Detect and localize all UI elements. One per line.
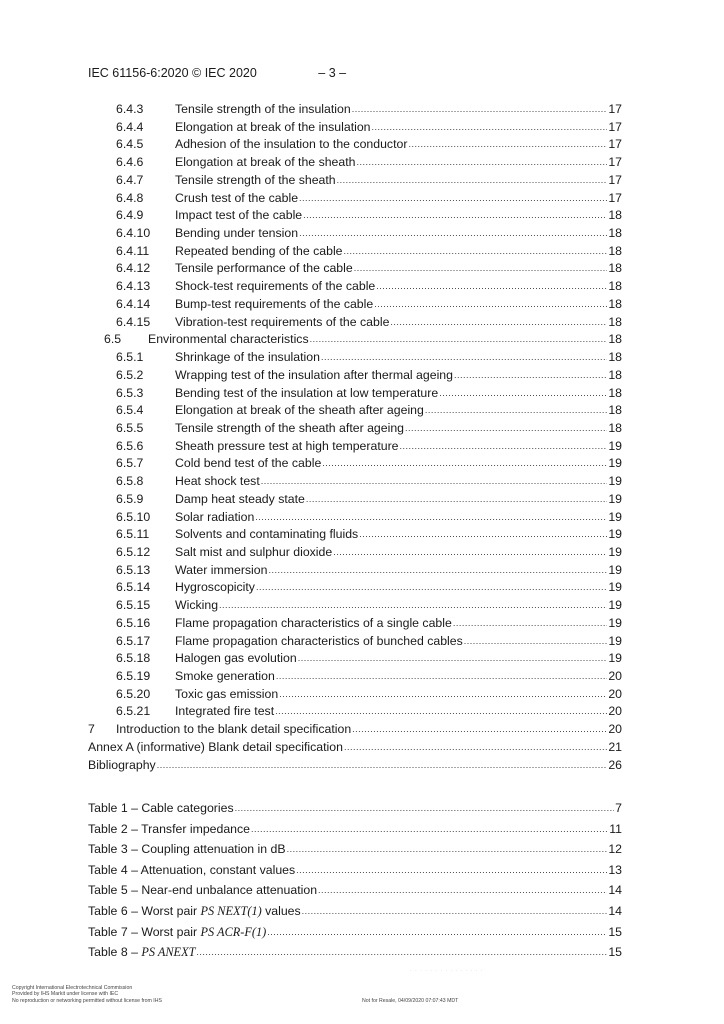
- toc-entry[interactable]: [0, 721, 724, 739]
- toc-entry-page: 19: [608, 491, 622, 506]
- table-list-page: 15: [608, 924, 622, 939]
- table-title-text: Table 3 – Coupling attenuation in dB: [88, 842, 286, 857]
- toc-entry-number: 6.4.7: [116, 172, 144, 187]
- dot-leader: [296, 860, 607, 881]
- toc-entry[interactable]: [0, 420, 724, 438]
- toc-entry-title: Smoke generation: [175, 669, 275, 683]
- toc-entry-number: 6.5.2: [116, 367, 144, 382]
- toc-entry[interactable]: [0, 757, 724, 775]
- table-title-text: Table 6 – Worst pair: [88, 903, 201, 918]
- toc-entry-title: Crush test of the cable: [175, 190, 299, 205]
- toc-entry[interactable]: [0, 243, 724, 261]
- footer-line: Provided by IHS Markit under license with IEC: [12, 991, 119, 998]
- toc-entry-number: 6.4.10: [116, 226, 151, 241]
- table-list-page: 11: [609, 821, 622, 836]
- table-list-entry[interactable]: [0, 860, 724, 881]
- dot-leader: [321, 349, 607, 367]
- toc-entry-title: Annex A (informative) Blank detail specification: [88, 739, 343, 754]
- toc-entry-number: 6.4.8: [116, 190, 144, 205]
- dot-leader: [235, 798, 615, 819]
- toc-entry-title: Integrated fire test: [175, 704, 275, 719]
- toc-entry-page: 26: [608, 757, 622, 772]
- toc-entry[interactable]: [0, 491, 724, 509]
- table-list-entry[interactable]: [0, 819, 724, 840]
- toc-entry-page: 18: [608, 279, 622, 294]
- toc-entry[interactable]: [0, 544, 724, 562]
- dot-leader: [344, 739, 607, 757]
- toc-entry[interactable]: [0, 615, 724, 633]
- dot-leader: [256, 579, 607, 597]
- toc-entry-title: Wicking: [175, 598, 219, 613]
- toc-entry-title: Bump-test requirements of the cable: [175, 296, 374, 311]
- table-list-page: 15: [608, 945, 622, 960]
- toc-entry-title: Heat shock test: [175, 474, 260, 489]
- toc-entry-title: Elongation at break of the sheath: [175, 155, 356, 170]
- dot-leader: [352, 721, 607, 739]
- dot-leader: [287, 839, 608, 860]
- toc-entry-number: 6.5.17: [116, 633, 151, 648]
- dot-leader: [298, 650, 608, 668]
- dot-leader: [276, 668, 608, 686]
- toc-entry-number: 6.4.5: [116, 137, 144, 152]
- toc-entry-number: 6.5.7: [116, 456, 144, 471]
- toc-entry[interactable]: [0, 402, 724, 420]
- toc-entry-title: Introduction to the blank detail specification: [116, 722, 352, 737]
- table-list-title: [88, 860, 295, 881]
- toc-entry-title: Damp heat steady state: [175, 491, 305, 506]
- toc-entry-number: 6.4.11: [116, 243, 150, 258]
- dot-leader: [405, 420, 607, 438]
- page-header: [88, 66, 346, 80]
- dot-leader: [322, 455, 607, 473]
- resale-notice: Not for Resale, 04/09/2020 07:07:43 MDT: [362, 998, 459, 1004]
- toc-entry-title: Solvents and contaminating fluids: [175, 527, 359, 542]
- dot-leader: [268, 562, 607, 580]
- dot-leader: [454, 367, 607, 385]
- toc-entry-page: 18: [608, 385, 622, 400]
- toc-entry[interactable]: [0, 349, 724, 367]
- dot-leader: [464, 633, 608, 651]
- toc-entry-page: 19: [608, 456, 622, 471]
- table-title-text: Table 7 – Worst pair: [88, 924, 201, 939]
- toc-entry[interactable]: [0, 260, 724, 278]
- table-list-entry[interactable]: [0, 901, 724, 922]
- toc-entry-page: 20: [608, 722, 622, 737]
- table-list-page: 7: [615, 801, 622, 815]
- toc-entry-page: 19: [608, 544, 622, 559]
- toc-entry[interactable]: [0, 154, 724, 172]
- dot-leader: [255, 509, 607, 527]
- toc-entry-number: 6.5.21: [116, 704, 151, 719]
- toc-entry-title: Flame propagation characteristics of a single cable: [175, 615, 452, 630]
- dot-leader: [219, 597, 607, 615]
- dot-leader: [157, 757, 608, 775]
- toc-entry-page: 18: [608, 350, 622, 365]
- dot-leader: [302, 901, 608, 922]
- table-title-symbol: PS ACR-F(1): [200, 924, 267, 939]
- toc-entry-number: 7: [88, 722, 95, 737]
- dot-leader: [333, 544, 607, 562]
- toc-entry-number: 6.4.3: [116, 102, 144, 116]
- dot-leader: [196, 942, 607, 963]
- toc-entry-page: 18: [608, 243, 622, 258]
- toc-entry[interactable]: [0, 703, 724, 721]
- dot-leader: [354, 260, 608, 278]
- toc-entry[interactable]: [0, 385, 724, 403]
- toc-entry-page: 17: [608, 155, 622, 170]
- toc-entry[interactable]: [0, 650, 724, 668]
- dot-leader: [318, 880, 607, 901]
- toc-entry[interactable]: [0, 314, 724, 332]
- table-list-title: [88, 901, 301, 922]
- table-list-entry[interactable]: [0, 798, 724, 819]
- toc-entry-page: 20: [608, 669, 622, 683]
- table-list-entry[interactable]: [0, 880, 724, 901]
- toc-entry[interactable]: [0, 367, 724, 385]
- table-title-text: Table 2 – Transfer impedance: [88, 821, 251, 836]
- toc-entry-number: 6.4.6: [116, 155, 144, 170]
- dot-leader: [299, 190, 607, 208]
- toc-entry-number: 6.5.11: [116, 527, 150, 542]
- toc-entry[interactable]: [0, 190, 724, 208]
- toc-entry-page: 18: [608, 403, 622, 418]
- toc-entry-number: 6.5.14: [116, 580, 151, 595]
- dot-leader: [352, 101, 608, 119]
- toc-entry-title: Bending test of the insulation at low temperature: [175, 385, 439, 400]
- toc-entry[interactable]: [0, 579, 724, 597]
- dot-leader: [337, 172, 608, 190]
- dot-leader: [400, 438, 608, 456]
- toc-entry-page: 19: [608, 651, 622, 666]
- toc-entry-title: Sheath pressure test at high temperature: [175, 438, 399, 453]
- dot-leader: [299, 225, 607, 243]
- toc-entry-number: 6.4.15: [116, 314, 151, 329]
- dot-leader: [453, 615, 607, 633]
- toc-entry-title: Elongation at break of the insulation: [175, 119, 371, 134]
- table-list-page: 14: [608, 903, 622, 918]
- toc-entry-number: 6.5.12: [116, 544, 151, 559]
- table-list-title: [88, 922, 266, 943]
- toc-entry-number: 6.4.4: [116, 119, 144, 134]
- toc-entry-title: Water immersion: [175, 562, 268, 577]
- toc-entry[interactable]: [0, 597, 724, 615]
- toc-entry[interactable]: [0, 172, 724, 190]
- toc-entry-page: 17: [608, 137, 622, 152]
- toc-entry[interactable]: [0, 455, 724, 473]
- toc-entry[interactable]: [0, 225, 724, 243]
- toc-entry[interactable]: [0, 438, 724, 456]
- dot-leader: [310, 331, 608, 349]
- toc-entry-page: 18: [608, 208, 622, 223]
- table-title-text: Table 4 – Attenuation, constant values: [88, 862, 296, 877]
- toc-entry-page: 17: [608, 102, 622, 116]
- toc-entry-title: Halogen gas evolution: [175, 651, 297, 666]
- toc-entry-page: 19: [608, 598, 622, 613]
- toc-entry-page: 19: [608, 509, 622, 524]
- toc-entry-page: 18: [608, 367, 622, 382]
- dot-leader: [359, 526, 607, 544]
- toc-entry[interactable]: [0, 473, 724, 491]
- toc-entry-page: 19: [608, 527, 622, 542]
- toc-entry-number: 6.5.9: [116, 491, 144, 506]
- dot-leader: [425, 402, 607, 420]
- toc-entry[interactable]: [0, 526, 724, 544]
- toc-entry-page: 18: [608, 226, 622, 241]
- toc-entry[interactable]: [0, 509, 724, 527]
- toc-entry-title: Flame propagation characteristics of bunched cables: [175, 633, 463, 648]
- toc-entry-title: Shrinkage of the insulation: [175, 350, 320, 365]
- table-list-page: 13: [608, 862, 622, 877]
- table-title-suffix: values: [261, 903, 301, 918]
- toc-entry-page: 17: [608, 172, 622, 187]
- toc-entry[interactable]: [0, 207, 724, 225]
- footer-line: Copyright International Electrotechnical Commission: [12, 985, 133, 991]
- toc-entry-title: Solar radiation: [175, 509, 255, 524]
- toc-entry[interactable]: [0, 633, 724, 651]
- toc-entry-number: 6.5.15: [116, 598, 151, 613]
- toc-entry-number: 6.4.13: [116, 279, 151, 294]
- toc-entry-page: 19: [608, 438, 622, 453]
- dot-leader: [267, 922, 607, 943]
- footer-line: No reproduction or networking permitted without license from IHS: [12, 997, 162, 1004]
- table-list-title: [88, 798, 234, 819]
- toc-entry-title: Environmental characteristics: [148, 332, 309, 347]
- table-list-entry[interactable]: [0, 942, 724, 963]
- toc-entry-title: Cold bend test of the cable: [175, 456, 322, 471]
- dot-leader: [374, 296, 607, 314]
- toc-entry-number: 6.5: [104, 332, 122, 347]
- dot-leader: [357, 154, 608, 172]
- toc-entry-title: Bending under tension: [175, 226, 299, 241]
- dot-leader: [306, 491, 607, 509]
- toc-entry-number: 6.5.8: [116, 474, 144, 489]
- toc-entry-number: 6.4.12: [116, 261, 151, 276]
- toc-entry-number: 6.5.20: [116, 686, 151, 701]
- toc-entry-page: 18: [608, 261, 622, 276]
- table-list-page: 14: [608, 883, 622, 898]
- dot-leader: [275, 703, 607, 721]
- toc-entry-number: 6.4.14: [116, 296, 151, 311]
- dot-leader: [439, 385, 607, 403]
- table-title-text: Table 5 – Near-end unbalance attenuation: [88, 883, 318, 898]
- dot-leader: [376, 278, 607, 296]
- table-list-entry[interactable]: [0, 922, 724, 943]
- toc-entry[interactable]: [0, 101, 724, 119]
- toc-entry-page: 19: [608, 615, 622, 630]
- toc-entry[interactable]: [0, 739, 724, 757]
- toc-entry-title: Adhesion of the insulation to the conductor: [175, 137, 408, 152]
- faint-watermark: · · · · · · · · · · · · · · ·: [410, 968, 484, 974]
- toc-entry-title: Salt mist and sulphur dioxide: [175, 544, 333, 559]
- table-title-text: Table 1 – Cable categories: [88, 801, 234, 815]
- dot-leader: [261, 473, 608, 491]
- toc-entry-number: 6.5.10: [116, 509, 151, 524]
- toc-entry-page: 18: [608, 420, 622, 435]
- toc-entry-title: Bibliography: [88, 757, 156, 772]
- toc-entry[interactable]: [0, 562, 724, 580]
- toc-entry-number: 6.5.1: [116, 350, 144, 365]
- toc-entry-title: Vibration-test requirements of the cable: [175, 314, 390, 329]
- page-number: – 3 –: [318, 66, 347, 80]
- toc-entry-number: 6.5.3: [116, 385, 144, 400]
- table-list-page: 12: [608, 842, 622, 857]
- dot-leader: [390, 314, 607, 332]
- toc-entry-page: 17: [608, 190, 622, 205]
- toc-entry-page: 20: [608, 686, 622, 701]
- toc-entry[interactable]: [0, 136, 724, 154]
- table-list-entry[interactable]: [0, 839, 724, 860]
- table-title-symbol: PS NEXT(1): [200, 903, 262, 918]
- toc-entry[interactable]: [0, 278, 724, 296]
- dot-leader: [372, 119, 608, 137]
- toc-entry[interactable]: [0, 686, 724, 704]
- table-of-contents: [0, 101, 724, 774]
- copyright-footer: [12, 985, 162, 1004]
- toc-entry-page: 21: [608, 739, 622, 754]
- toc-entry-title: Repeated bending of the cable: [175, 243, 343, 258]
- toc-entry-number: 6.5.6: [116, 438, 144, 453]
- toc-entry-number: 6.5.19: [116, 669, 151, 683]
- toc-entry[interactable]: [0, 331, 724, 349]
- table-list-title: [88, 839, 286, 860]
- toc-entry-number: 6.5.13: [116, 562, 151, 577]
- toc-entry-title: Tensile performance of the cable: [175, 261, 353, 276]
- toc-entry[interactable]: [0, 296, 724, 314]
- document-id: IEC 61156-6:2020 © IEC 2020: [88, 66, 257, 80]
- toc-entry-page: 19: [608, 474, 622, 489]
- toc-entry-page: 17: [608, 119, 622, 134]
- toc-entry-title: Shock-test requirements of the cable: [175, 279, 376, 294]
- toc-entry-number: 6.5.4: [116, 403, 144, 418]
- toc-entry-title: Impact test of the cable: [175, 208, 303, 223]
- toc-entry-page: 20: [608, 704, 622, 719]
- table-list-title: [88, 880, 317, 901]
- table-title-text: Table 8 –: [88, 945, 142, 960]
- toc-entry-title: Wrapping test of the insulation after thermal ageing: [175, 367, 453, 382]
- toc-entry-title: Tensile strength of the sheath after ageing: [175, 420, 405, 435]
- toc-entry-page: 18: [608, 314, 622, 329]
- toc-entry-title: Hygroscopicity: [175, 580, 255, 595]
- dot-leader: [251, 819, 608, 840]
- toc-entry-title: Tensile strength of the insulation: [175, 102, 351, 116]
- toc-entry-page: 19: [608, 562, 622, 577]
- table-list-title: [88, 819, 250, 840]
- dot-leader: [279, 686, 607, 704]
- toc-entry[interactable]: [0, 668, 724, 686]
- table-list-title: [88, 942, 195, 963]
- toc-entry-page: 19: [608, 580, 622, 595]
- toc-entry-page: 18: [608, 332, 622, 347]
- table-title-symbol: PS ANEXT: [141, 945, 196, 960]
- dot-leader: [344, 243, 608, 261]
- dot-leader: [303, 207, 607, 225]
- toc-entry-page: 18: [608, 296, 622, 311]
- dot-leader: [408, 136, 607, 154]
- toc-entry-title: Toxic gas emission: [175, 686, 279, 701]
- toc-entry-title: Elongation at break of the sheath after ageing: [175, 403, 424, 418]
- toc-entry-title: Tensile strength of the sheath: [175, 172, 336, 187]
- toc-entry-number: 6.5.5: [116, 420, 144, 435]
- list-of-tables: [0, 798, 724, 963]
- toc-entry-number: 6.5.16: [116, 615, 151, 630]
- toc-entry-number: 6.4.9: [116, 208, 144, 223]
- toc-entry[interactable]: [0, 119, 724, 137]
- toc-entry-number: 6.5.18: [116, 651, 151, 666]
- toc-entry-page: 19: [608, 633, 622, 648]
